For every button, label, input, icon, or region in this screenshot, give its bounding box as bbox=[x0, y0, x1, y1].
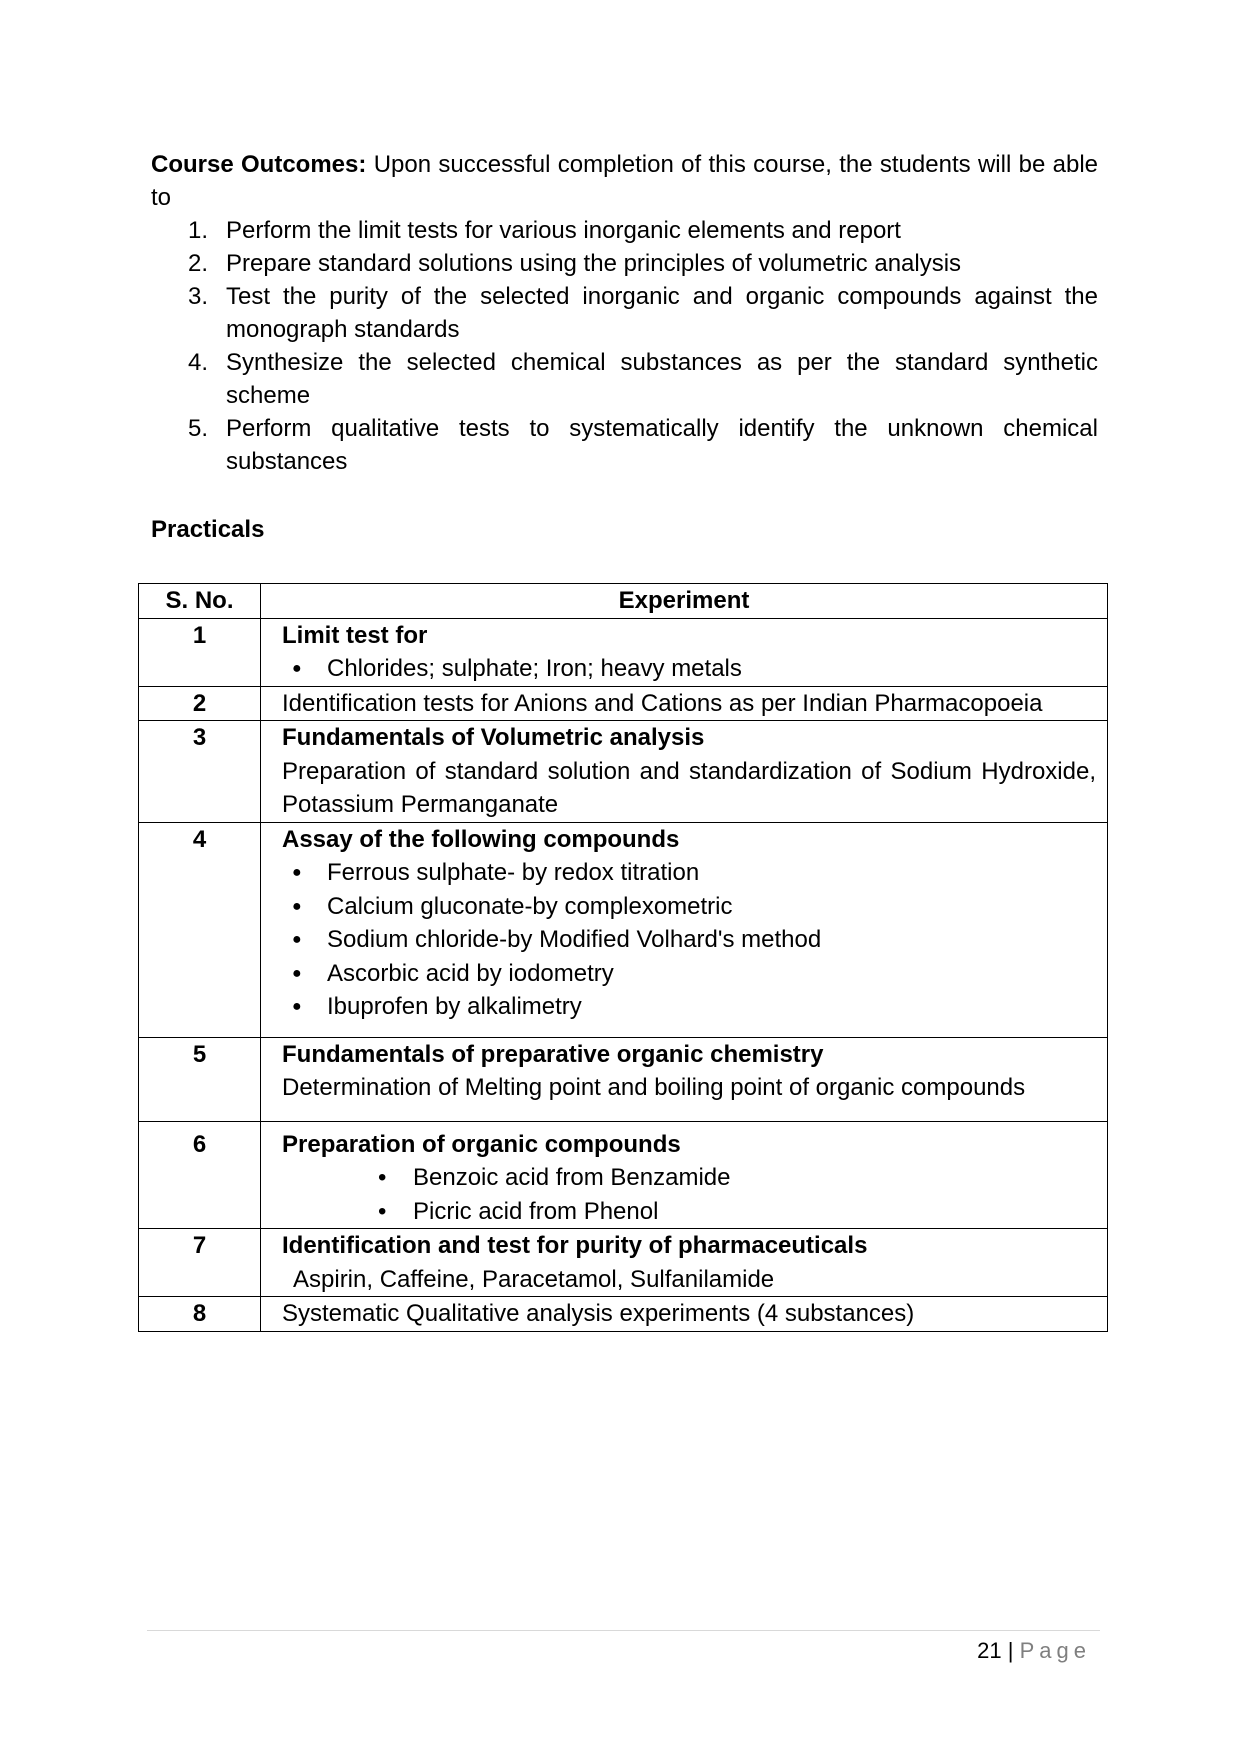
table-row bbox=[139, 721, 1108, 823]
bullet-item: ● Ferrous sulphate- by redox titration bbox=[327, 856, 1096, 890]
experiments-table bbox=[138, 583, 1108, 1332]
outcome-text: Test the purity of the selected inorganic and organic compounds against the monograph standards bbox=[226, 283, 1098, 343]
outcome-text: Synthesize the selected chemical substances as per the standard synthetic scheme bbox=[226, 349, 1098, 409]
experiment-bullets bbox=[282, 652, 1096, 686]
experiment-heading: Limit test for bbox=[282, 621, 428, 649]
bullet-item: ● Calcium gluconate-by complexometric bbox=[327, 890, 1096, 924]
course-outcomes-label: Course Outcomes: bbox=[151, 151, 367, 178]
row-experiment bbox=[261, 618, 1108, 686]
course-outcomes-intro bbox=[151, 148, 1098, 214]
outcome-number: 5. bbox=[188, 415, 209, 442]
outcome-number: 3. bbox=[188, 283, 209, 310]
row-experiment bbox=[261, 1037, 1108, 1121]
row-number: 1 bbox=[139, 618, 261, 686]
row-number: 4 bbox=[139, 822, 261, 1037]
row-experiment bbox=[261, 721, 1108, 823]
bullet-item: • Benzoic acid from Benzamide bbox=[413, 1161, 1096, 1195]
experiment-bullets bbox=[282, 856, 1096, 1024]
experiment-text: Preparation of standard solution and standardization of Sodium Hydroxide, Potassium Permanganate bbox=[282, 757, 1096, 818]
row-number: 7 bbox=[139, 1229, 261, 1297]
experiment-heading: Preparation of organic compounds bbox=[282, 1130, 681, 1158]
row-number: 8 bbox=[139, 1297, 261, 1332]
row-experiment bbox=[261, 822, 1108, 1037]
footer-separator: | bbox=[1007, 1638, 1014, 1663]
table-row bbox=[139, 1121, 1108, 1229]
row-number: 3 bbox=[139, 721, 261, 823]
outcome-item bbox=[188, 247, 1098, 280]
page-footer bbox=[977, 1636, 1091, 1666]
table-row bbox=[139, 686, 1108, 721]
course-outcomes-list bbox=[151, 214, 1098, 478]
row-experiment bbox=[261, 1121, 1108, 1229]
row-experiment bbox=[261, 1297, 1108, 1332]
experiment-bullets bbox=[282, 1161, 1096, 1228]
table-row bbox=[139, 1037, 1108, 1121]
outcome-number: 4. bbox=[188, 349, 209, 376]
experiment-heading: Fundamentals of preparative organic chemistry bbox=[282, 1040, 824, 1068]
table-row bbox=[139, 618, 1108, 686]
bullet-item: ● Ascorbic acid by iodometry bbox=[327, 957, 1096, 991]
table-row bbox=[139, 1297, 1108, 1332]
header-sno: S. No. bbox=[139, 584, 261, 619]
bullet-item: ● Sodium chloride-by Modified Volhard's method bbox=[327, 923, 1096, 957]
footer-divider bbox=[147, 1630, 1100, 1631]
row-experiment bbox=[261, 1229, 1108, 1297]
page-label: Page bbox=[1019, 1638, 1091, 1663]
table-row bbox=[139, 822, 1108, 1037]
practicals-heading: Practicals bbox=[151, 516, 265, 543]
row-number: 2 bbox=[139, 686, 261, 721]
course-outcomes-intro-text: Upon successful completion of this course, the students will be able to bbox=[151, 151, 1098, 211]
outcome-number: 1. bbox=[188, 217, 209, 244]
bullet-item: ● Ibuprofen by alkalimetry bbox=[327, 990, 1096, 1024]
experiment-text: Systematic Qualitative analysis experiments (4 substances) bbox=[282, 1300, 915, 1327]
outcome-item bbox=[188, 346, 1098, 412]
outcome-text: Perform qualitative tests to systematically identify the unknown chemical substances bbox=[226, 415, 1098, 475]
course-outcomes-section bbox=[151, 148, 1098, 478]
outcome-number: 2. bbox=[188, 250, 209, 277]
row-number: 6 bbox=[139, 1121, 261, 1229]
experiment-text: Identification tests for Anions and Cations as per Indian Pharmacopoeia bbox=[282, 689, 1043, 717]
outcome-item bbox=[188, 412, 1098, 478]
header-experiment: Experiment bbox=[261, 584, 1108, 619]
experiment-text: Aspirin, Caffeine, Paracetamol, Sulfanilamide bbox=[293, 1265, 775, 1293]
bullet-item: • Picric acid from Phenol bbox=[413, 1195, 1096, 1229]
bullet-item: ● Chlorides; sulphate; Iron; heavy metals bbox=[327, 652, 1096, 686]
page-number: 21 bbox=[977, 1638, 1002, 1663]
experiment-heading: Assay of the following compounds bbox=[282, 825, 680, 853]
outcome-item bbox=[188, 214, 1098, 247]
row-experiment bbox=[261, 686, 1108, 721]
table-row bbox=[139, 1229, 1108, 1297]
experiment-heading: Fundamentals of Volumetric analysis bbox=[282, 724, 705, 751]
row-number: 5 bbox=[139, 1037, 261, 1121]
outcome-item bbox=[188, 280, 1098, 346]
experiment-heading: Identification and test for purity of pharmaceuticals bbox=[282, 1232, 868, 1259]
experiment-text: Determination of Melting point and boiling point of organic compounds bbox=[282, 1074, 1026, 1101]
table-header-row bbox=[139, 584, 1108, 619]
outcome-text: Prepare standard solutions using the principles of volumetric analysis bbox=[226, 250, 962, 277]
outcome-text: Perform the limit tests for various inorganic elements and report bbox=[226, 217, 901, 244]
